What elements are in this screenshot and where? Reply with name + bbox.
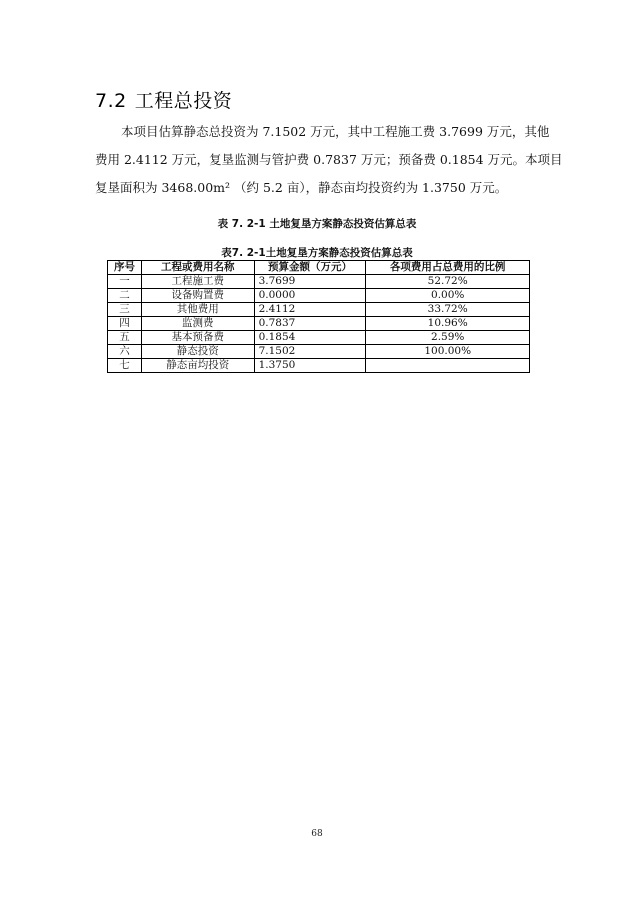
table-row — [108, 289, 530, 303]
header-percent: 各项费用占总费用的比例 — [366, 261, 530, 275]
row-name: 监测费 — [141, 317, 254, 331]
row-percent: 2.59% — [366, 331, 530, 345]
row-index: 七 — [108, 359, 142, 373]
paragraph-line-2: 费用 2.4112 万元，复垦监测与管护费 0.7837 万元；预备费 0.1854 万元。本项目 — [95, 152, 563, 167]
row-amount: 3.7699 — [254, 275, 366, 289]
row-index: 四 — [108, 317, 142, 331]
row-name: 工程施工费 — [141, 275, 254, 289]
table-row — [108, 275, 530, 289]
row-percent: 100.00% — [366, 345, 530, 359]
table-row — [108, 359, 530, 373]
section-heading — [95, 86, 232, 113]
row-index: 五 — [108, 331, 142, 345]
row-index: 二 — [108, 289, 142, 303]
table-header-row — [108, 261, 530, 275]
header-amount: 预算金额（万元） — [254, 261, 366, 275]
header-name: 工程或费用名称 — [141, 261, 254, 275]
paragraph-line-1: 本项目估算静态总投资为 7.1502 万元，其中工程施工费 3.7699 万元，其他 — [121, 124, 550, 139]
row-name: 静态投资 — [141, 345, 254, 359]
table-caption: 表 7. 2-1 土地复垦方案静态投资估算总表 — [217, 218, 417, 230]
row-percent — [366, 359, 530, 373]
row-amount: 0.0000 — [254, 289, 366, 303]
row-amount: 1.3750 — [254, 359, 366, 373]
row-percent: 33.72% — [366, 303, 530, 317]
table-row — [108, 303, 530, 317]
row-amount: 0.7837 — [254, 317, 366, 331]
table-title: 表7. 2-1土地复垦方案静态投资估算总表 — [221, 247, 413, 259]
row-index: 三 — [108, 303, 142, 317]
paragraph-line-3: 复垦面积为 3468.00m² （约 5.2 亩），静态亩均投资约为 1.3750 万元。 — [95, 180, 508, 195]
table-row — [108, 317, 530, 331]
investment-table — [107, 260, 530, 373]
row-percent: 0.00% — [366, 289, 530, 303]
row-name: 设备购置费 — [141, 289, 254, 303]
table-row — [108, 345, 530, 359]
row-amount: 0.1854 — [254, 331, 366, 345]
section-number: 7.2 — [95, 90, 127, 112]
row-percent: 52.72% — [366, 275, 530, 289]
row-amount: 7.1502 — [254, 345, 366, 359]
row-index: 六 — [108, 345, 142, 359]
row-name: 基本预备费 — [141, 331, 254, 345]
table-row — [108, 331, 530, 345]
row-name: 其他费用 — [141, 303, 254, 317]
row-percent: 10.96% — [366, 317, 530, 331]
page-number: 68 — [311, 829, 323, 839]
row-amount: 2.4112 — [254, 303, 366, 317]
row-name: 静态亩均投资 — [141, 359, 254, 373]
section-title: 工程总投资 — [134, 90, 233, 112]
header-index: 序号 — [108, 261, 142, 275]
row-index: 一 — [108, 275, 142, 289]
